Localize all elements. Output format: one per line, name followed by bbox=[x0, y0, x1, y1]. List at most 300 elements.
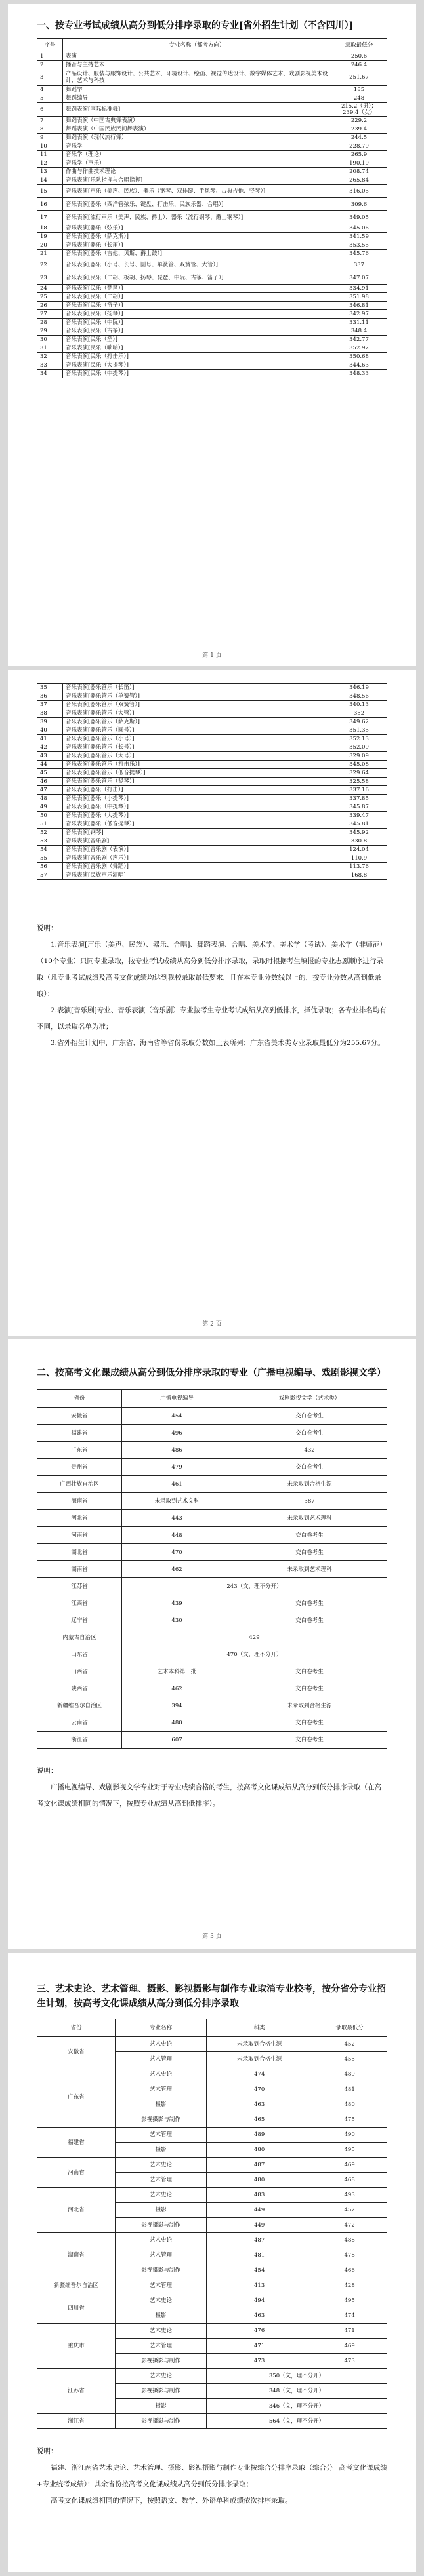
row-index: 44 bbox=[37, 761, 63, 769]
table-row bbox=[37, 1732, 387, 1749]
row-major: 舞蹈表演（中国民族民间舞表演） bbox=[63, 125, 331, 134]
table-row bbox=[37, 1561, 387, 1578]
notes-section-3 bbox=[37, 2444, 387, 2509]
row-major: 音乐学（声乐） bbox=[63, 159, 331, 168]
row-index: 56 bbox=[37, 863, 63, 871]
row-category: 454 bbox=[207, 2263, 312, 2278]
row-score: 168.8 bbox=[331, 871, 387, 880]
table-row bbox=[37, 336, 387, 344]
row-category: 481 bbox=[207, 2248, 312, 2263]
row-score: 110.9 bbox=[331, 854, 387, 863]
notes-title: 说明： bbox=[37, 2447, 58, 2455]
row-category: 470 bbox=[207, 2082, 312, 2097]
row-index: 7 bbox=[37, 117, 63, 125]
row-major: 产品设计、服装与服饰设计、公共艺术、环境设计、绘画、视觉传达设计、数字媒体艺术、戏剧影视美术设计、艺术与科技 bbox=[63, 69, 331, 86]
table-row bbox=[37, 2414, 387, 2429]
row-major: 音乐表演[音乐剧（表演）] bbox=[63, 846, 331, 854]
row-province: 广东省 bbox=[37, 1442, 122, 1459]
row-score-a: 479 bbox=[122, 1459, 232, 1476]
table-header-row bbox=[37, 1390, 387, 1408]
row-index: 17 bbox=[37, 211, 63, 224]
row-index: 5 bbox=[37, 94, 63, 103]
row-index: 48 bbox=[37, 795, 63, 803]
row-major: 音乐表演[器乐（萨克斯）] bbox=[63, 233, 331, 241]
table-row bbox=[37, 1697, 387, 1714]
row-score: 481 bbox=[312, 2082, 387, 2097]
row-index: 32 bbox=[37, 353, 63, 361]
row-index: 26 bbox=[37, 302, 63, 310]
row-score-a: 454 bbox=[122, 1408, 232, 1425]
row-index: 20 bbox=[37, 241, 63, 250]
row-category: 494 bbox=[207, 2293, 312, 2308]
row-index: 6 bbox=[37, 103, 63, 117]
table-row bbox=[37, 1714, 387, 1732]
row-index: 38 bbox=[37, 709, 63, 718]
row-score-merged: 470（文，理不分开） bbox=[122, 1646, 387, 1663]
table-row bbox=[37, 684, 387, 692]
header-score: 录取最低分 bbox=[312, 2019, 387, 2037]
row-index: 24 bbox=[37, 285, 63, 293]
row-province: 广西壮族自治区 bbox=[37, 1476, 122, 1493]
row-score-b: 未录取到艺术理科 bbox=[232, 1510, 387, 1527]
notes-section-2 bbox=[37, 1763, 387, 1812]
row-province: 河南省 bbox=[37, 1527, 122, 1544]
table-row bbox=[37, 709, 387, 718]
row-score: 348.56 bbox=[331, 692, 387, 701]
row-major: 艺术史论 bbox=[116, 2188, 207, 2203]
row-score: 352.13 bbox=[331, 735, 387, 743]
row-score-a: 486 bbox=[122, 1442, 232, 1459]
row-major: 音乐表演[器乐管乐（单簧管）] bbox=[63, 692, 331, 701]
row-major: 音乐表演[器乐管乐（打击乐）] bbox=[63, 761, 331, 769]
row-major: 音乐表演[民乐（大提琴）] bbox=[63, 361, 331, 370]
row-major: 艺术管理 bbox=[116, 2278, 207, 2293]
row-score-b: 交白卷考生 bbox=[232, 1544, 387, 1561]
row-score-b: 未录取到合格生源 bbox=[232, 1697, 387, 1714]
row-index: 46 bbox=[37, 778, 63, 786]
row-score-b: 交白卷考生 bbox=[232, 1595, 387, 1612]
row-major: 影视摄影与制作 bbox=[116, 2218, 207, 2233]
row-province: 湖北省 bbox=[37, 1544, 122, 1561]
row-major: 音乐表演[音乐剧（舞蹈）] bbox=[63, 863, 331, 871]
row-score-a: 394 bbox=[122, 1697, 232, 1714]
row-major: 艺术管理 bbox=[116, 2052, 207, 2067]
table-row bbox=[37, 319, 387, 327]
table-row bbox=[37, 1595, 387, 1612]
table-row bbox=[37, 1425, 387, 1442]
table-row bbox=[37, 854, 387, 863]
table-row bbox=[37, 1442, 387, 1459]
row-index: 37 bbox=[37, 701, 63, 709]
table-row bbox=[37, 769, 387, 778]
row-province: 河北省 bbox=[37, 1510, 122, 1527]
row-index: 2 bbox=[37, 61, 63, 69]
row-score: 466 bbox=[312, 2263, 387, 2278]
row-score: 341.59 bbox=[331, 233, 387, 241]
row-major: 影视摄影与制作 bbox=[116, 2414, 207, 2429]
row-index: 54 bbox=[37, 846, 63, 854]
row-category: 473 bbox=[207, 2354, 312, 2369]
row-category: 449 bbox=[207, 2218, 312, 2233]
table-row bbox=[37, 1510, 387, 1527]
row-index: 45 bbox=[37, 769, 63, 778]
row-category: 476 bbox=[207, 2324, 312, 2339]
row-major: 音乐表演[民乐（唢呐）] bbox=[63, 344, 331, 353]
row-index: 49 bbox=[37, 803, 63, 812]
row-province: 贵州省 bbox=[37, 1459, 122, 1476]
row-score-b: 未录取到艺术理科 bbox=[232, 1561, 387, 1578]
row-province: 江苏省 bbox=[37, 1578, 122, 1595]
row-major: 作曲与作曲技术理论 bbox=[63, 168, 331, 176]
row-score: 350.68 bbox=[331, 353, 387, 361]
document-page-3 bbox=[8, 1339, 416, 1949]
row-score: 345.81 bbox=[331, 820, 387, 829]
table-row bbox=[37, 370, 387, 378]
row-province: 安徽省 bbox=[37, 2037, 116, 2067]
table-row bbox=[37, 820, 387, 829]
row-major: 音乐表演[民乐（扬琴）] bbox=[63, 310, 331, 319]
table-row bbox=[37, 1612, 387, 1629]
table-row bbox=[37, 726, 387, 735]
row-index: 1 bbox=[37, 52, 63, 61]
row-index: 33 bbox=[37, 361, 63, 370]
table-row bbox=[37, 142, 387, 151]
table-row bbox=[37, 803, 387, 812]
row-major: 音乐表演[器乐管乐（萨克斯）] bbox=[63, 718, 331, 726]
row-major: 音乐表演[声乐（美声、民族）、器乐（钢琴、双排键、手风琴、古典吉他、竖琴）] bbox=[63, 185, 331, 198]
row-province: 云南省 bbox=[37, 1714, 122, 1732]
row-category: 483 bbox=[207, 2188, 312, 2203]
table-row bbox=[37, 86, 387, 94]
row-category: 未录取到合格生源 bbox=[207, 2037, 312, 2052]
row-major: 音乐表演[器乐（长笛）] bbox=[63, 241, 331, 250]
row-score: 215.2（男）；239.4（女） bbox=[331, 103, 387, 117]
row-major: 艺术管理 bbox=[116, 2248, 207, 2263]
row-score: 349.05 bbox=[331, 211, 387, 224]
table-row bbox=[37, 1527, 387, 1544]
row-major: 音乐表演[器乐管乐（长号）] bbox=[63, 743, 331, 752]
notes-title: 说明： bbox=[37, 1767, 58, 1775]
row-score: 348.4 bbox=[331, 327, 387, 336]
row-major: 摄影 bbox=[116, 2203, 207, 2218]
row-index: 3 bbox=[37, 69, 63, 86]
row-province: 江苏省 bbox=[37, 2369, 116, 2414]
row-score-b: 交白卷考生 bbox=[232, 1680, 387, 1697]
row-major: 播音与主持艺术 bbox=[63, 61, 331, 69]
row-province: 内蒙古自治区 bbox=[37, 1629, 122, 1646]
row-score: 265.84 bbox=[331, 176, 387, 185]
row-score-b: 387 bbox=[232, 1493, 387, 1510]
row-index: 8 bbox=[37, 125, 63, 134]
table-row bbox=[37, 224, 387, 233]
row-category: 487 bbox=[207, 2158, 312, 2173]
row-score: 345.87 bbox=[331, 803, 387, 812]
row-index: 52 bbox=[37, 829, 63, 837]
row-score: 345.92 bbox=[331, 829, 387, 837]
table-row bbox=[37, 692, 387, 701]
row-major: 音乐表演[音乐剧（声乐）] bbox=[63, 854, 331, 863]
row-province: 安徽省 bbox=[37, 1408, 122, 1425]
note-item: 2.表演[音乐剧]专业、音乐表演（音乐剧）专业按考生专业考试成绩从高到低排序，择优录取；各专业排名均有不同，以录取名单为准； bbox=[37, 1006, 387, 1031]
row-score: 325.58 bbox=[331, 778, 387, 786]
header-province: 省份 bbox=[37, 2019, 116, 2037]
row-major: 音乐表演[民乐（琵琶）] bbox=[63, 285, 331, 293]
row-major: 影视摄影与制作 bbox=[116, 2354, 207, 2369]
row-score: 472 bbox=[312, 2218, 387, 2233]
row-category: 474 bbox=[207, 2067, 312, 2082]
document-page-4 bbox=[8, 1953, 416, 2572]
row-index: 11 bbox=[37, 151, 63, 159]
table-row bbox=[37, 1408, 387, 1425]
row-index: 53 bbox=[37, 837, 63, 846]
row-index: 16 bbox=[37, 198, 63, 211]
row-score-a: 439 bbox=[122, 1595, 232, 1612]
row-major: 音乐表演[钢琴] bbox=[63, 829, 331, 837]
row-major: 舞蹈表演（现代流行舞） bbox=[63, 134, 331, 142]
row-score: 329.09 bbox=[331, 752, 387, 761]
row-index: 14 bbox=[37, 176, 63, 185]
row-score: 452 bbox=[312, 2037, 387, 2052]
row-score-merged: 243（文，理不分开） bbox=[122, 1578, 387, 1595]
notes-section-1 bbox=[37, 921, 387, 1052]
row-score: 339.47 bbox=[331, 812, 387, 820]
note-item: 福建、浙江两省艺术史论、艺术管理、摄影、影视摄影与制作专业按综合分排序录取（综合分=高考文化课成绩+专业统考成绩）；其余省份按高考文化课成绩从高分到低分排序录取； bbox=[37, 2464, 387, 2488]
row-score: 337.16 bbox=[331, 786, 387, 795]
row-score-merged: 564（文，理不分开） bbox=[207, 2414, 387, 2429]
page-number: 第 3 页 bbox=[202, 1933, 222, 1940]
row-category: 463 bbox=[207, 2308, 312, 2324]
row-major: 艺术管理 bbox=[116, 2173, 207, 2188]
row-major: 音乐表演[器乐（弦乐）] bbox=[63, 224, 331, 233]
row-major: 音乐表演[器乐（吉他、贝斯、爵士鼓）] bbox=[63, 250, 331, 258]
row-province: 辽宁省 bbox=[37, 1612, 122, 1629]
table-row bbox=[37, 1493, 387, 1510]
row-score: 250.6 bbox=[331, 52, 387, 61]
row-score-a: 496 bbox=[122, 1425, 232, 1442]
row-major: 音乐表演[民乐（古筝）] bbox=[63, 327, 331, 336]
header-major: 专业名称 bbox=[116, 2019, 207, 2037]
row-score: 469 bbox=[312, 2158, 387, 2173]
note-item: 广播电视编导、戏剧影视文学专业对于专业成绩合格的考生，按高考文化课成绩从高分到低分排序录取（在高考文化课成绩相同的情况下，按照专业成绩从高到低排序）。 bbox=[37, 1783, 381, 1808]
row-index: 57 bbox=[37, 871, 63, 880]
table-row bbox=[37, 125, 387, 134]
table-row bbox=[37, 233, 387, 241]
row-index: 41 bbox=[37, 735, 63, 743]
row-score: 352.92 bbox=[331, 344, 387, 353]
row-score-a: 461 bbox=[122, 1476, 232, 1493]
row-score-b: 未录取到合格生源 bbox=[232, 1476, 387, 1493]
row-province: 陕西省 bbox=[37, 1680, 122, 1697]
row-major: 音乐表演[民乐（中提琴）] bbox=[63, 370, 331, 378]
row-major: 艺术史论 bbox=[116, 2233, 207, 2248]
row-score-b: 交白卷考生 bbox=[232, 1408, 387, 1425]
row-score: 244.5 bbox=[331, 134, 387, 142]
header-major: 专业名称（都考方向） bbox=[63, 39, 331, 52]
row-score: 330.8 bbox=[331, 837, 387, 846]
row-score: 239.4 bbox=[331, 125, 387, 134]
row-major: 影视摄影与制作 bbox=[116, 2112, 207, 2128]
row-score: 493 bbox=[312, 2188, 387, 2203]
row-province: 福建省 bbox=[37, 1425, 122, 1442]
row-major: 音乐表演[器乐管乐（低音提琴）] bbox=[63, 769, 331, 778]
row-category: 487 bbox=[207, 2233, 312, 2248]
row-score: 347.07 bbox=[331, 271, 387, 285]
notes-title: 说明： bbox=[37, 924, 58, 932]
row-major: 艺术史论 bbox=[116, 2037, 207, 2052]
row-index: 13 bbox=[37, 168, 63, 176]
row-score-b: 交白卷考生 bbox=[232, 1459, 387, 1476]
row-major: 音乐表演[器乐管乐（圆号）] bbox=[63, 726, 331, 735]
table-row bbox=[37, 1629, 387, 1646]
row-score: 469 bbox=[312, 2339, 387, 2354]
row-score: 428 bbox=[312, 2278, 387, 2293]
row-major: 舞蹈表演（中国古典舞表演） bbox=[63, 117, 331, 125]
table-header-row bbox=[37, 39, 387, 52]
table-row bbox=[37, 786, 387, 795]
row-score: 316.05 bbox=[331, 185, 387, 198]
row-major: 音乐表演[音乐剧] bbox=[63, 837, 331, 846]
table-row bbox=[37, 735, 387, 743]
row-major: 音乐表演[器乐管乐（大管）] bbox=[63, 709, 331, 718]
row-score: 490 bbox=[312, 2128, 387, 2143]
row-province: 新疆维吾尔自治区 bbox=[37, 1697, 122, 1714]
row-score: 185 bbox=[331, 86, 387, 94]
table-row bbox=[37, 846, 387, 854]
table-row bbox=[37, 285, 387, 293]
row-score-b: 交白卷考生 bbox=[232, 1425, 387, 1442]
row-score: 475 bbox=[312, 2112, 387, 2128]
page-number: 第 2 页 bbox=[202, 1321, 222, 1328]
row-province: 江西省 bbox=[37, 1595, 122, 1612]
row-score-b: 交白卷考生 bbox=[232, 1714, 387, 1732]
row-score: 113.76 bbox=[331, 863, 387, 871]
row-major: 艺术史论 bbox=[116, 2369, 207, 2384]
table-row bbox=[37, 159, 387, 168]
row-score: 352.09 bbox=[331, 743, 387, 752]
table-row bbox=[37, 250, 387, 258]
table-row bbox=[37, 1680, 387, 1697]
row-index: 29 bbox=[37, 327, 63, 336]
page-number: 第 1 页 bbox=[202, 652, 222, 659]
table-row bbox=[37, 271, 387, 285]
row-score: 349.62 bbox=[331, 718, 387, 726]
row-major: 音乐表演[器乐（低音提琴）] bbox=[63, 820, 331, 829]
row-score: 471 bbox=[312, 2324, 387, 2339]
row-index: 40 bbox=[37, 726, 63, 735]
row-score: 455 bbox=[312, 2052, 387, 2067]
table-row bbox=[37, 293, 387, 302]
row-score: 246.4 bbox=[331, 61, 387, 69]
row-major: 摄影 bbox=[116, 2097, 207, 2112]
row-category: 471 bbox=[207, 2339, 312, 2354]
row-index: 22 bbox=[37, 258, 63, 271]
row-score-b: 交白卷考生 bbox=[232, 1663, 387, 1680]
table-row bbox=[37, 2158, 387, 2173]
row-major: 音乐表演[器乐管乐（小号）] bbox=[63, 735, 331, 743]
table-row bbox=[37, 94, 387, 103]
table-row bbox=[37, 168, 387, 176]
table-row bbox=[37, 211, 387, 224]
row-score: 309.6 bbox=[331, 198, 387, 211]
table-row bbox=[37, 69, 387, 86]
row-index: 15 bbox=[37, 185, 63, 198]
row-score-a: 462 bbox=[122, 1561, 232, 1578]
table-row bbox=[37, 863, 387, 871]
row-major: 音乐表演[器乐（大提琴）] bbox=[63, 812, 331, 820]
table-row bbox=[37, 1476, 387, 1493]
document-page-1 bbox=[8, 4, 416, 666]
row-score-a: 430 bbox=[122, 1612, 232, 1629]
row-score: 351.35 bbox=[331, 726, 387, 735]
row-score: 468 bbox=[312, 2173, 387, 2188]
table-row bbox=[37, 134, 387, 142]
row-score: 351.98 bbox=[331, 293, 387, 302]
table-row bbox=[37, 718, 387, 726]
row-index: 50 bbox=[37, 812, 63, 820]
row-major: 音乐表演[民乐（打击乐）] bbox=[63, 353, 331, 361]
table-row bbox=[37, 701, 387, 709]
row-score-a: 448 bbox=[122, 1527, 232, 1544]
row-major: 音乐表演[民乐（中阮）] bbox=[63, 319, 331, 327]
row-score: 345.08 bbox=[331, 761, 387, 769]
score-table-3 bbox=[37, 2019, 387, 2429]
row-index: 4 bbox=[37, 86, 63, 94]
table-row bbox=[37, 871, 387, 880]
row-province: 四川省 bbox=[37, 2293, 116, 2324]
table-row bbox=[37, 837, 387, 846]
row-index: 30 bbox=[37, 336, 63, 344]
table-row bbox=[37, 2369, 387, 2384]
row-major: 音乐表演[民族声乐演唱] bbox=[63, 871, 331, 880]
row-index: 19 bbox=[37, 233, 63, 241]
table-row bbox=[37, 302, 387, 310]
table-row bbox=[37, 361, 387, 370]
table-row bbox=[37, 2188, 387, 2203]
row-category: 413 bbox=[207, 2278, 312, 2293]
row-index: 28 bbox=[37, 319, 63, 327]
row-major: 音乐表演[器乐（小提琴）] bbox=[63, 795, 331, 803]
row-score: 208.74 bbox=[331, 168, 387, 176]
row-province: 湖南省 bbox=[37, 2233, 116, 2278]
row-score-b: 交白卷考生 bbox=[232, 1612, 387, 1629]
row-score: 489 bbox=[312, 2067, 387, 2082]
row-province: 山西省 bbox=[37, 1663, 122, 1680]
row-province: 河南省 bbox=[37, 2158, 116, 2188]
row-index: 18 bbox=[37, 224, 63, 233]
row-score: 337.85 bbox=[331, 795, 387, 803]
table-row bbox=[37, 151, 387, 159]
row-major: 艺术史论 bbox=[116, 2293, 207, 2308]
row-index: 12 bbox=[37, 159, 63, 168]
table-row bbox=[37, 1578, 387, 1595]
row-score-a: 艺术本科第一批 bbox=[122, 1663, 232, 1680]
row-score-merged: 346（文，理不分开） bbox=[207, 2399, 387, 2414]
row-index: 42 bbox=[37, 743, 63, 752]
section-3-title: 三、艺术史论、艺术管理、摄影、影视摄影与制作专业取消专业校考，按分省分专业招生计划，按高考文化课成绩从高分到低分排序录取 bbox=[37, 1984, 386, 2009]
table-row bbox=[37, 310, 387, 319]
row-score: 488 bbox=[312, 2233, 387, 2248]
table-row bbox=[37, 61, 387, 69]
row-province: 海南省 bbox=[37, 1493, 122, 1510]
row-major: 音乐表演[民乐（二胡）] bbox=[63, 293, 331, 302]
row-major: 艺术史论 bbox=[116, 2324, 207, 2339]
row-major: 艺术史论 bbox=[116, 2067, 207, 2082]
table-row bbox=[37, 829, 387, 837]
row-major: 音乐表演[流行声乐（美声、民族、爵士）、器乐（流行钢琴、爵士钢琴）] bbox=[63, 211, 331, 224]
row-index: 23 bbox=[37, 271, 63, 285]
row-major: 影视摄影与制作 bbox=[116, 2384, 207, 2399]
row-category: 489 bbox=[207, 2128, 312, 2143]
